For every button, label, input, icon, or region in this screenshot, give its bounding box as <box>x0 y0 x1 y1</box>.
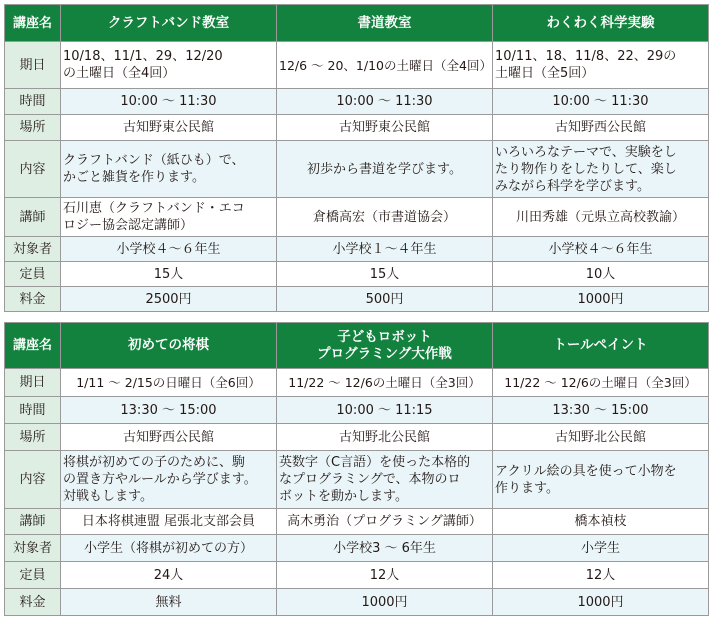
time-cell: 10:00 ～ 11:30 <box>277 89 493 115</box>
fee-cell: 1000円 <box>277 589 493 616</box>
content-row <box>5 141 709 198</box>
course-table-2 <box>4 322 709 616</box>
course-name: わくわく科学実験 <box>493 5 709 42</box>
row-label-instructor: 講師 <box>5 198 61 237</box>
fee-cell: 2500円 <box>61 287 277 312</box>
row-label-content: 内容 <box>5 451 61 509</box>
row-label-place: 場所 <box>5 115 61 141</box>
row-label-course: 講座名 <box>5 5 61 42</box>
course-name: 書道教室 <box>277 5 493 42</box>
row-label-place: 場所 <box>5 424 61 451</box>
place-row <box>5 115 709 141</box>
course-name: 初めての将棋 <box>61 323 277 369</box>
dates-cell: 11/22 ～ 12/6の土曜日（全3回） <box>277 369 493 397</box>
capacity-cell: 15人 <box>277 262 493 287</box>
time-cell: 10:00 ～ 11:30 <box>61 89 277 115</box>
content-cell: 将棋が初めての子のために、駒 の置き方やルールから学びます。 対戦もします。 <box>61 451 277 509</box>
row-label-fee: 料金 <box>5 589 61 616</box>
content-cell: 初歩から書道を学びます。 <box>277 141 493 198</box>
dates-row <box>5 42 709 89</box>
time-cell: 13:30 ～ 15:00 <box>61 397 277 424</box>
row-label-target: 対象者 <box>5 535 61 562</box>
dates-cell: 1/11 ～ 2/15の日曜日（全6回） <box>61 369 277 397</box>
row-label-time: 時間 <box>5 89 61 115</box>
row-label-content: 内容 <box>5 141 61 198</box>
instructor-cell: 石川恵（クラフトバンド・エコ ロジー協会認定講師） <box>61 198 277 237</box>
capacity-row <box>5 262 709 287</box>
capacity-cell: 24人 <box>61 562 277 589</box>
fee-row <box>5 589 709 616</box>
place-cell: 古知野東公民館 <box>277 115 493 141</box>
target-cell: 小学校４～６年生 <box>61 237 277 262</box>
row-label-dates: 期日 <box>5 369 61 397</box>
row-label-capacity: 定員 <box>5 562 61 589</box>
row-label-target: 対象者 <box>5 237 61 262</box>
time-cell: 13:30 ～ 15:00 <box>493 397 709 424</box>
content-cell: クラフトバンド（紙ひも）で、 かごと雑貨を作ります。 <box>61 141 277 198</box>
content-cell: アクリル絵の具を使って小物を 作ります。 <box>493 451 709 509</box>
instructor-cell: 高木勇治（プログラミング講師） <box>277 509 493 535</box>
content-row <box>5 451 709 509</box>
content-cell: 英数字（C言語）を使った本格的 なプログラミングで、本物のロ ボットを動かします。 <box>277 451 493 509</box>
target-cell: 小学校3 ～ 6年生 <box>277 535 493 562</box>
instructor-cell: 日本将棋連盟 尾張北支部会員 <box>61 509 277 535</box>
course-name-row <box>5 323 709 369</box>
content-cell: いろいろなテーマで、実験をし たり物作りをしたりして、楽し みながら科学を学びます。 <box>493 141 709 198</box>
row-label-course: 講座名 <box>5 323 61 369</box>
capacity-cell: 12人 <box>277 562 493 589</box>
capacity-cell: 12人 <box>493 562 709 589</box>
course-name-row <box>5 5 709 42</box>
dates-row <box>5 369 709 397</box>
dates-cell: 11/22 ～ 12/6の土曜日（全3回） <box>493 369 709 397</box>
time-cell: 10:00 ～ 11:30 <box>493 89 709 115</box>
fee-cell: 500円 <box>277 287 493 312</box>
instructor-row <box>5 198 709 237</box>
row-label-dates: 期日 <box>5 42 61 89</box>
dates-cell: 10/11、18、11/8、22、29の 土曜日（全5回） <box>493 42 709 89</box>
instructor-row <box>5 509 709 535</box>
dates-cell: 10/18、11/1、29、12/20 の土曜日（全4回） <box>61 42 277 89</box>
instructor-cell: 川田秀雄（元県立高校教諭） <box>493 198 709 237</box>
course-name: 子どもロボット プログラミング大作戦 <box>277 323 493 369</box>
row-label-instructor: 講師 <box>5 509 61 535</box>
fee-cell: 1000円 <box>493 589 709 616</box>
fee-cell: 1000円 <box>493 287 709 312</box>
target-row <box>5 237 709 262</box>
target-cell: 小学生 <box>493 535 709 562</box>
place-cell: 古知野西公民館 <box>61 424 277 451</box>
row-label-fee: 料金 <box>5 287 61 312</box>
row-label-capacity: 定員 <box>5 262 61 287</box>
place-cell: 古知野西公民館 <box>493 115 709 141</box>
time-cell: 10:00 ～ 11:15 <box>277 397 493 424</box>
capacity-cell: 10人 <box>493 262 709 287</box>
fee-row <box>5 287 709 312</box>
place-cell: 古知野北公民館 <box>493 424 709 451</box>
place-row <box>5 424 709 451</box>
target-cell: 小学校４～６年生 <box>493 237 709 262</box>
course-name: トールペイント <box>493 323 709 369</box>
instructor-cell: 橋本禎枝 <box>493 509 709 535</box>
capacity-row <box>5 562 709 589</box>
time-row <box>5 397 709 424</box>
place-cell: 古知野北公民館 <box>277 424 493 451</box>
row-label-time: 時間 <box>5 397 61 424</box>
target-cell: 小学校１～４年生 <box>277 237 493 262</box>
course-name: クラフトバンド教室 <box>61 5 277 42</box>
target-cell: 小学生（将棋が初めての方） <box>61 535 277 562</box>
course-table-1 <box>4 4 709 312</box>
instructor-cell: 倉橋高宏（市書道協会） <box>277 198 493 237</box>
time-row <box>5 89 709 115</box>
target-row <box>5 535 709 562</box>
dates-cell: 12/6 ～ 20、1/10の土曜日（全4回） <box>277 42 493 89</box>
place-cell: 古知野東公民館 <box>61 115 277 141</box>
fee-cell: 無料 <box>61 589 277 616</box>
capacity-cell: 15人 <box>61 262 277 287</box>
